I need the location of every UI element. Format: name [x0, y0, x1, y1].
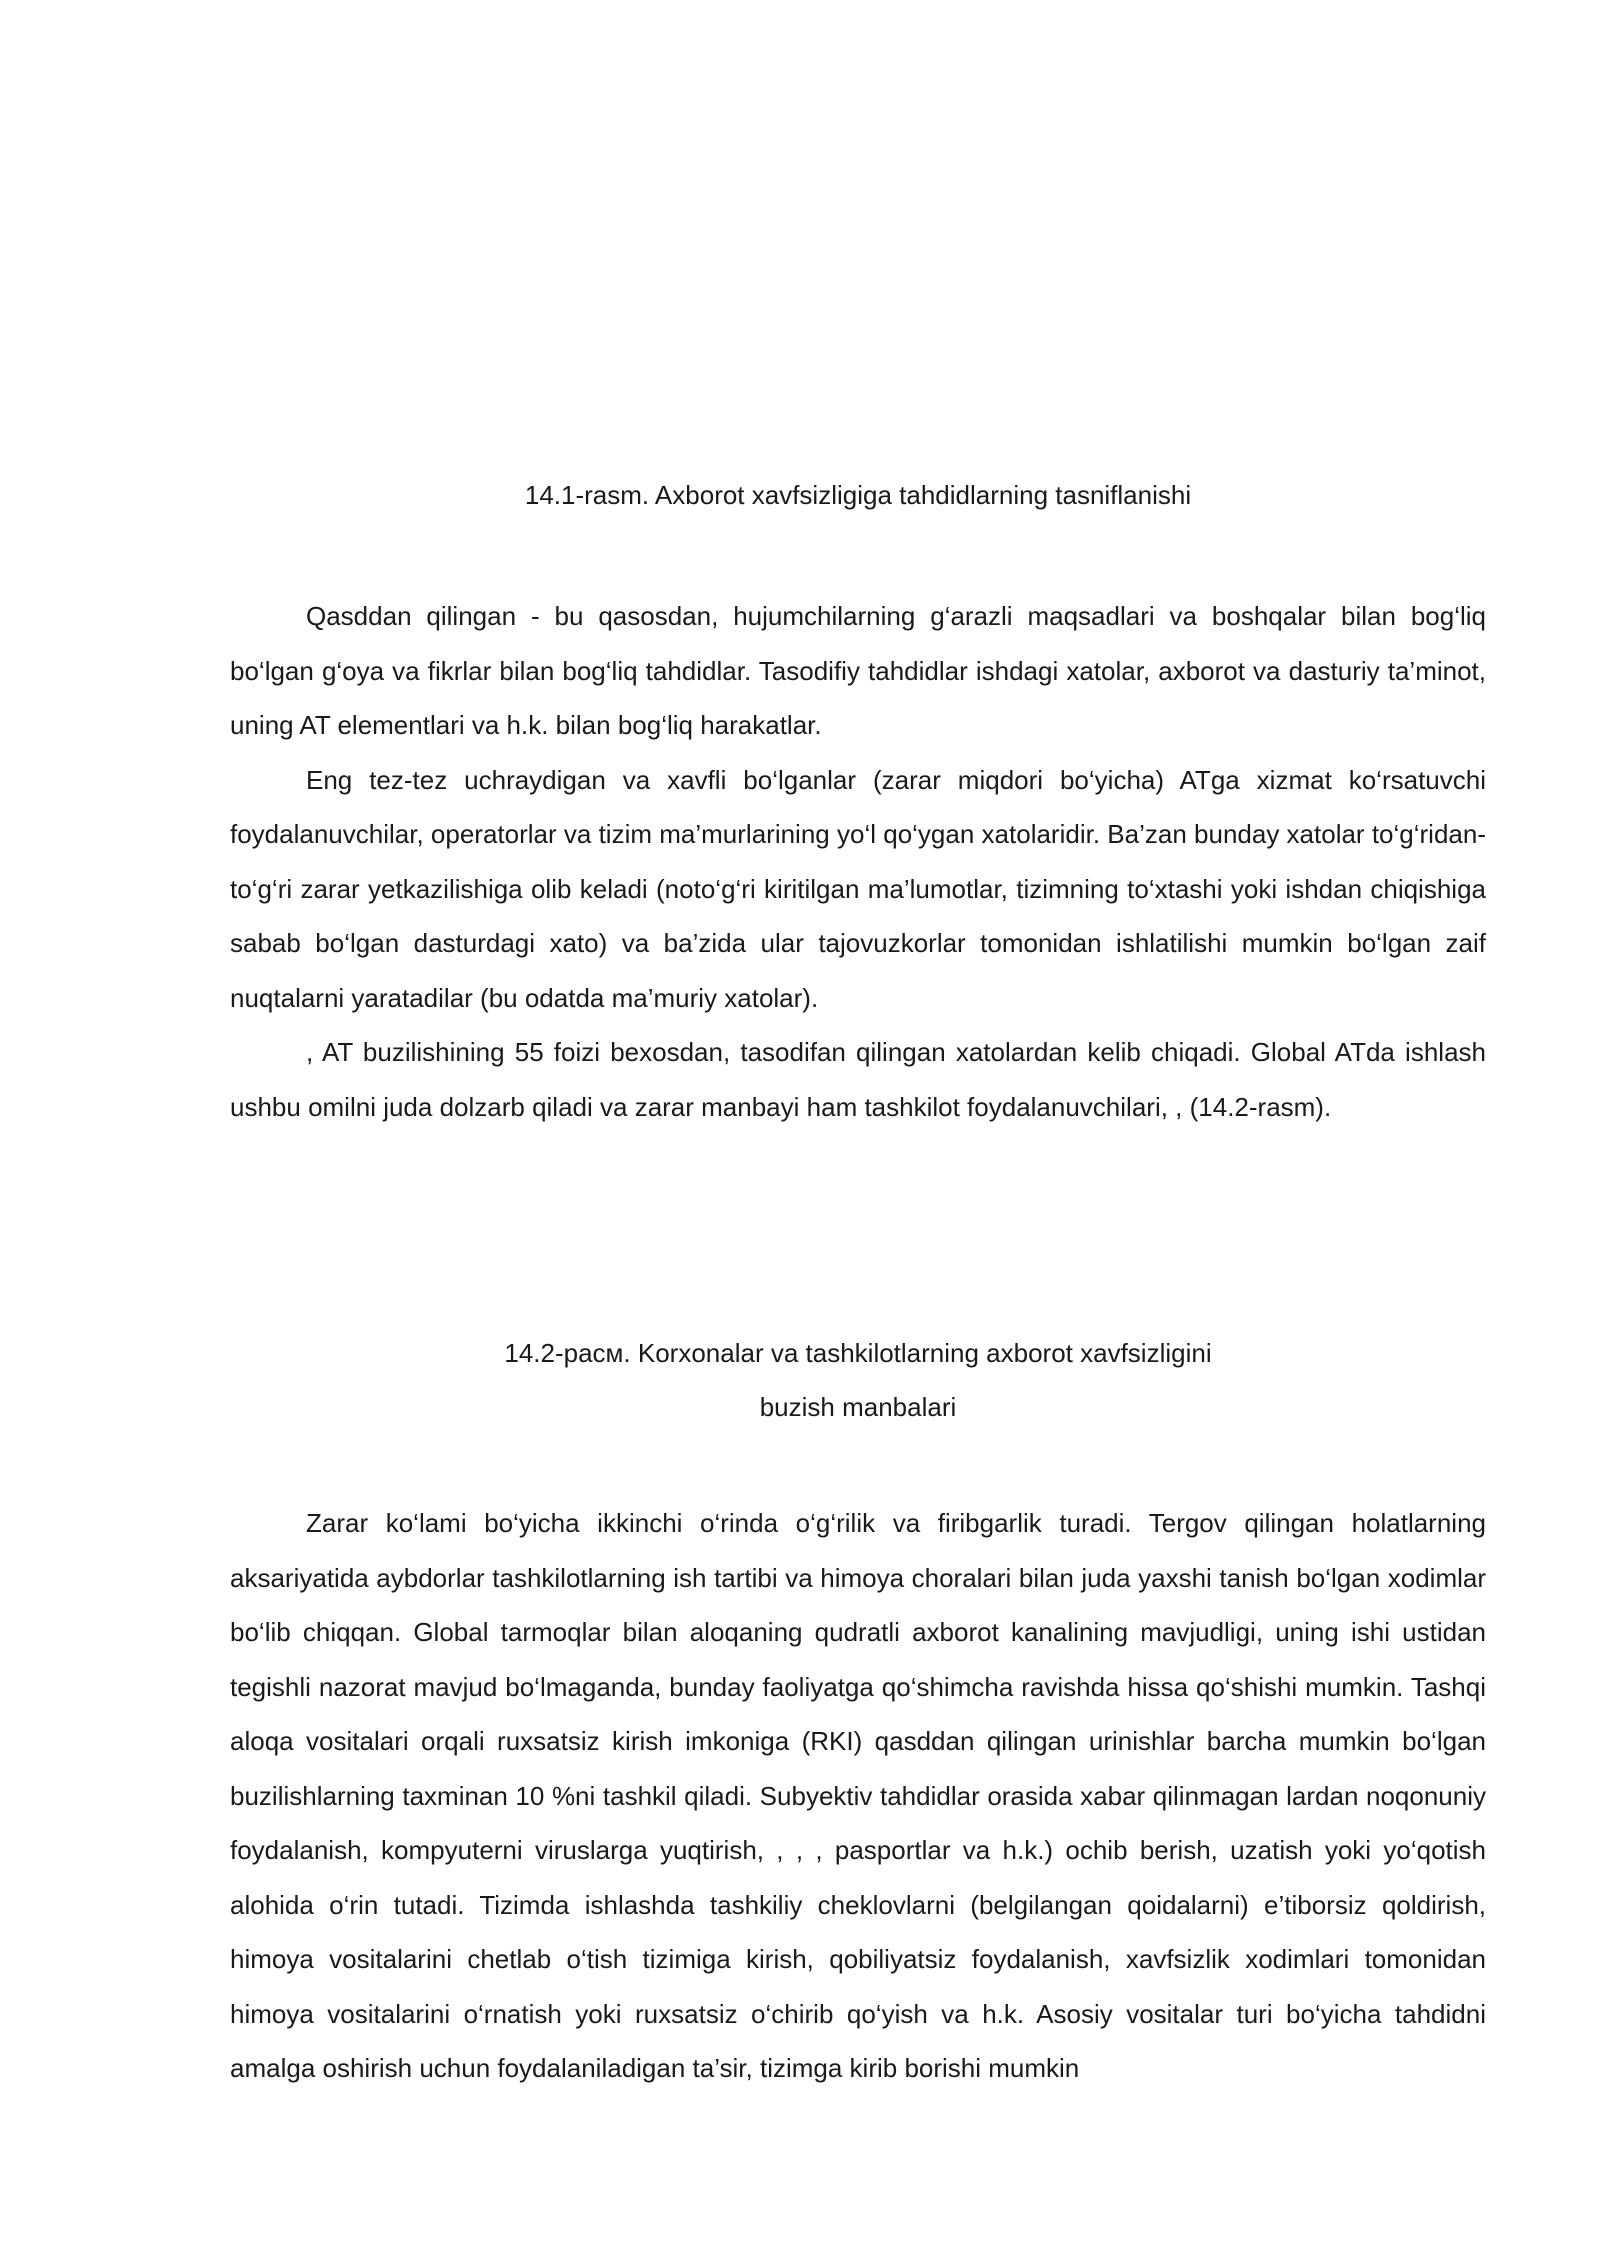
paragraph: Qasddan qilingan - bu qasosdan, hujumchilarning g‘arazli maqsadlari va boshqalar bilan bog‘liq bo‘lgan g‘oya va fikrlar bilan bog‘liq tahdidlar. Tasodifiy tahdidlar ishdagi xatolar, axborot va dasturiy ta’minot, uning AT elementlari va h.k. bilan bog‘liq harakatlar. — [230, 601, 1486, 740]
figure-caption-line-1: 14.2-расм. Korxonalar va tashkilotlarning axborot xavfsizligini — [504, 1338, 1212, 1368]
text-block-1 — [230, 589, 1486, 1134]
paragraph: Eng tez-tez uchraydigan va xavfli bo‘lganlar (zarar miqdori bo‘yicha) ATga xizmat ko‘rsatuvchi foydalanuvchilar, operatorlar va tizim ma’murlarining yo‘l qo‘ygan xatolaridir. Ba’zan bunday xatolar to‘g‘ridan-to‘g‘ri zarar yetkazilishiga olib keladi (noto‘g‘ri kiritilgan ma’lumotlar, tizimning to‘xtashi yoki ishdan chiqishiga sabab bo‘lgan dasturdagi xato) va ba’zida ular tajovuzkorlar tomonidan ishlatilishi mumkin bo‘lgan zaif nuqtalarni yaratadilar (bu odatda ma’muriy xatolar). — [230, 764, 1486, 1013]
text-block-2 — [230, 1496, 1486, 2096]
figure-caption-line-2: buzish manbalari — [759, 1392, 957, 1422]
paragraph: Zarar ko‘lami bo‘yicha ikkinchi o‘rinda o‘g‘rilik va firibgarlik turadi. Tergov qilingan holatlarning aksariyatida aybdorlar tashkilotlarning ish tartibi va himoya choralari bilan juda yaxshi tanish bo‘lgan xodimlar bo‘lib chiqqan. Global tarmoqlar bilan aloqaning qudratli axborot kanalining mavjudligi, uning ishi ustidan tegishli nazorat mavjud bo‘lmaganda, bunday faoliyatga qo‘shimcha ravishda hissa qo‘shishi mumkin. Tashqi aloqa vositalari orqali ruxsatsiz kirish imkoniga (RKI) qasddan qilingan urinishlar barcha mumkin bo‘lgan buzilishlarning taxminan 10 %ni tashkil qiladi. Subyektiv tahdidlar orasida xabar qilinmagan lardan noqonuniy foydalanish, kompyuterni viruslarga yuqtirish, , , , pasportlar va h.k.) ochib berish, uzatish yoki yo‘qotish alohida o‘rin tutadi. Tizimda ishlashda tashkiliy cheklovlarni (belgilangan qoidalarni) e’tiborsiz qoldirish, himoya vositalarini chetlab o‘tish tizimiga kirish, qobiliyatsiz foydalanish, xavfsizlik xodimlari tomonidan himoya vositalarini o‘rnatish yoki ruxsatsiz o‘chirib qo‘yish va h.k. Asosiy vositalar turi bo‘yicha tahdidni amalga oshirish uchun foydalaniladigan ta’sir, tizimga kirib borishi mumkin — [230, 1508, 1486, 2083]
figure-caption-14-1 — [230, 468, 1486, 522]
figure-caption-text: 14.1-rasm. Axborot xavfsizligiga tahdidlarning tasniflanishi — [524, 480, 1192, 510]
figure-caption-14-2 — [230, 1326, 1486, 1434]
paragraph: , AT buzilishining 55 foizi bexosdan, tasodifan qilingan xatolardan kelib chiqadi. Global ATda ishlash ushbu omilni juda dolzarb qiladi va zarar manbayi ham tashkilot foydalanuvchilari, , (14.2-rasm). — [230, 1037, 1486, 1122]
